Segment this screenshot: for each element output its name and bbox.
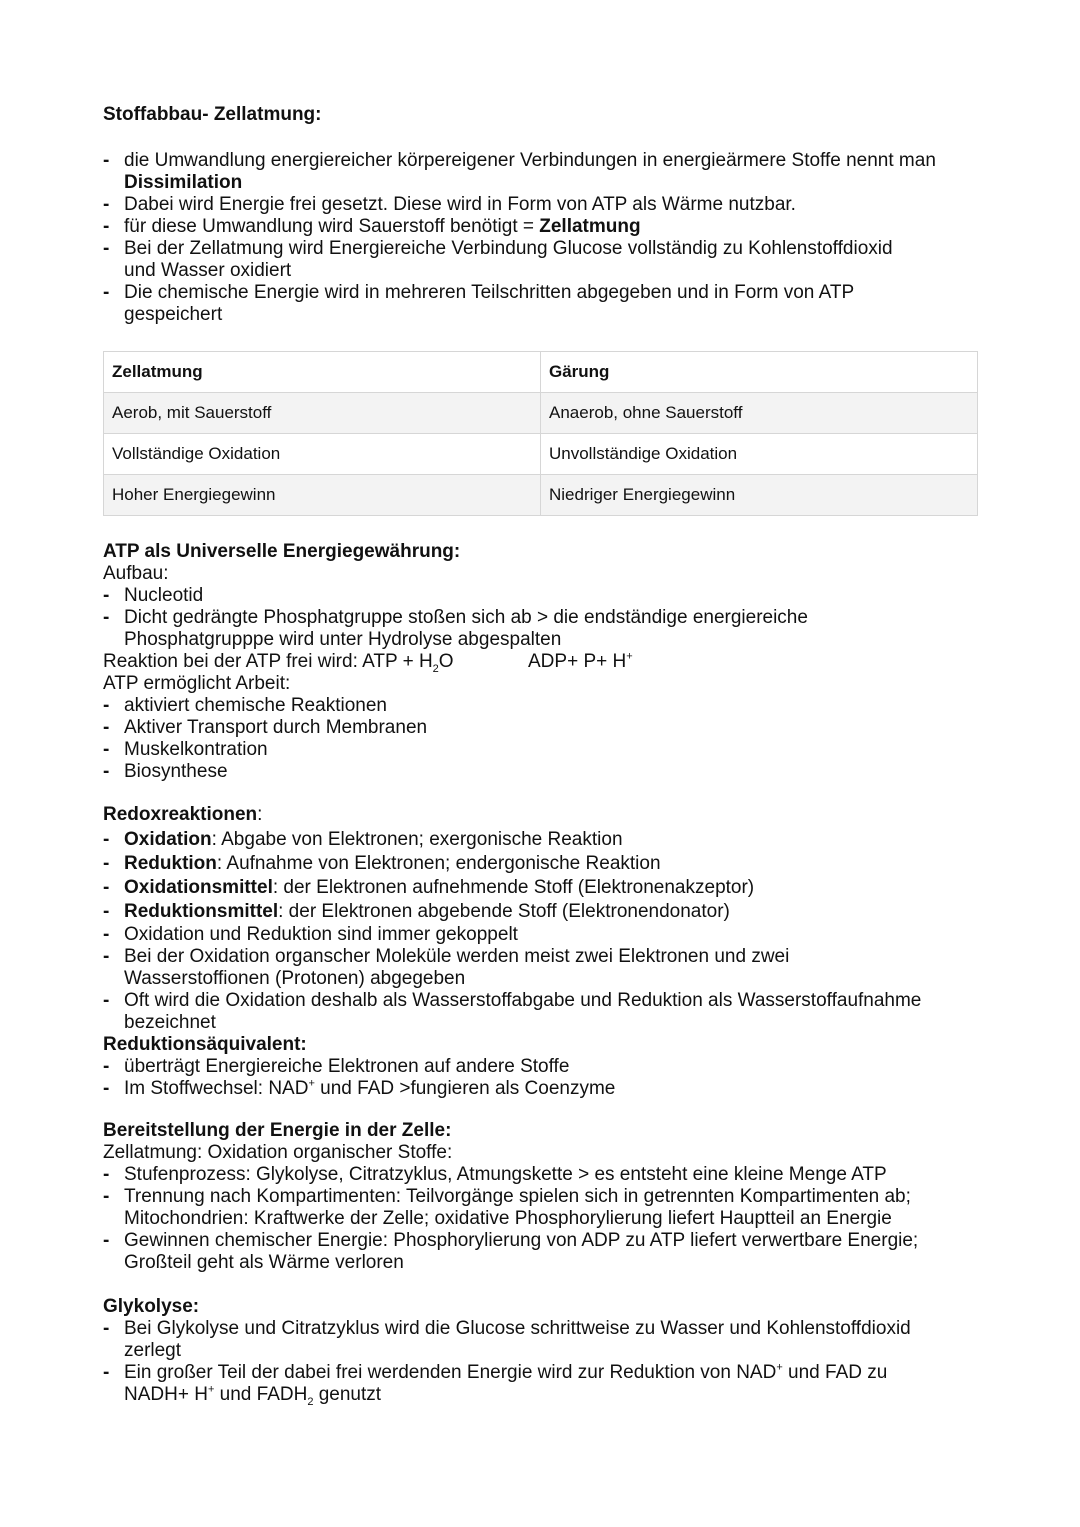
table-row [104, 475, 978, 516]
table-cell: Unvollständige Oxidation [541, 434, 978, 475]
list-item: - Gewinnen chemischer Energie: Phosphorylierung von ADP zu ATP liefert verwertbare Energie; Großteil geht als Wärme verloren [103, 1230, 978, 1274]
atp-arbeit-list [103, 695, 978, 783]
table-row [104, 393, 978, 434]
energie-list [103, 1164, 978, 1274]
list-item: - Dabei wird Energie frei gesetzt. Diese wird in Form von ATP als Wärme nutzbar. [103, 194, 978, 216]
energie-section [103, 1120, 978, 1274]
list-item: - Bei der Zellatmung wird Energiereiche Verbindung Glucose vollständig zu Kohlenstoffdioxid und Wasser oxidiert [103, 238, 978, 282]
redox-section [103, 804, 978, 1100]
table-cell: Anaerob, ohne Sauerstoff [541, 393, 978, 434]
table-cell: Vollständige Oxidation [104, 434, 541, 475]
list-item: - Stufenprozess: Glykolyse, Citratzyklus, Atmungskette > es entsteht eine kleine Menge ATP [103, 1164, 978, 1186]
list-item: - Oxidation: Abgabe von Elektronen; exergonische Reaktion [103, 828, 978, 852]
atp-section [103, 541, 978, 783]
list-item: - Oft wird die Oxidation deshalb als Wasserstoffabgabe und Reduktion als Wasserstoffaufnahme bezeichnet [103, 990, 978, 1034]
table-cell: Niedriger Energiegewinn [541, 475, 978, 516]
list-item: - Biosynthese [103, 761, 978, 783]
list-item: - Reduktion: Aufnahme von Elektronen; endergonische Reaktion [103, 852, 978, 876]
zellatmung-list [103, 150, 978, 326]
list-item: - Ein großer Teil der dabei frei werdenden Energie wird zur Reduktion von NAD+ und FAD zu NADH+ H+ und $FADH_2$ genutzt [103, 1362, 978, 1406]
table-cell: Aerob, mit Sauerstoff [104, 393, 541, 434]
redox-list [103, 828, 978, 1034]
list-item: - Bei der Oxidation organscher Moleküle werden meist zwei Elektronen und zwei Wasserstoffionen (Protonen) abgegeben [103, 946, 978, 990]
aufbau-label: Aufbau: [103, 563, 169, 584]
list-item: - Muskelkontration [103, 739, 978, 761]
table-header-cell: Gärung [541, 352, 978, 393]
list-item: - Oxidation und Reduktion sind immer gekoppelt [103, 924, 978, 946]
table-cell: Hoher Energiegewinn [104, 475, 541, 516]
list-item: - aktiviert chemische Reaktionen [103, 695, 978, 717]
comparison-table [103, 351, 978, 516]
glykolyse-section [103, 1296, 978, 1406]
atp-arbeit-label: ATP ermöglicht Arbeit: [103, 673, 291, 694]
table-header-row [104, 352, 978, 393]
list-item: - Reduktionsmittel: der Elektronen abgebende Stoff (Elektronendonator) [103, 900, 978, 924]
section-title-redox: Redoxreaktionen: [103, 804, 263, 825]
section-title-atp: ATP als Universelle Energiegewährung: [103, 541, 461, 562]
list-item: - die Umwandlung energiereicher körpereigener Verbindungen in energieärmere Stoffe nennt man Dissimilation [103, 150, 978, 194]
reduktionsaequivalent-list [103, 1056, 978, 1100]
section-title-zellatmung: Stoffabbau- Zellatmung: [103, 104, 322, 125]
list-item: - Im Stoffwechsel: NAD+ und FAD >fungieren als Coenzyme [103, 1078, 978, 1100]
list-item: - Die chemische Energie wird in mehreren Teilschritten abgegeben und in Form von ATP gespeichert [103, 282, 978, 326]
atp-reaction: Reaktion bei der ATP frei wird: ATP + $H_2O$ ADP+ P+ H+ [103, 650, 633, 675]
glykolyse-list [103, 1318, 978, 1406]
list-item: - Nucleotid [103, 585, 978, 607]
energie-intro: Zellatmung: Oxidation organischer Stoffe: [103, 1142, 453, 1163]
list-item: - Oxidationsmittel: der Elektronen aufnehmende Stoff (Elektronenakzeptor) [103, 876, 978, 900]
list-item: - Aktiver Transport durch Membranen [103, 717, 978, 739]
list-item: - für diese Umwandlung wird Sauerstoff benötigt = Zellatmung [103, 216, 978, 238]
section-title-glykolyse: Glykolyse: [103, 1296, 200, 1317]
table-row [104, 434, 978, 475]
list-item: - Trennung nach Kompartimenten: Teilvorgänge spielen sich in getrennten Kompartimenten ab; Mitochondrien: Kraftwerke der Zelle; oxidative Phosphorylierung liefert Hauptteil an Energie [103, 1186, 978, 1230]
list-item: - überträgt Energiereiche Elektronen auf andere Stoffe [103, 1056, 978, 1078]
list-item: - Bei Glykolyse und Citratzyklus wird die Glucose schrittweise zu Wasser und Kohlenstoffdioxid zerlegt [103, 1318, 978, 1362]
list-item: - Dicht gedrängte Phosphatgruppe stoßen sich ab > die endständige energiereiche Phosphatgrupppe wird unter Hydrolyse abgespalten [103, 607, 978, 651]
table-header-cell: Zellatmung [104, 352, 541, 393]
atp-aufbau-list [103, 585, 978, 651]
section-title-reduktionsaequivalent: Reduktionsäquivalent: [103, 1034, 307, 1055]
section-title-energie: Bereitstellung der Energie in der Zelle: [103, 1120, 452, 1141]
